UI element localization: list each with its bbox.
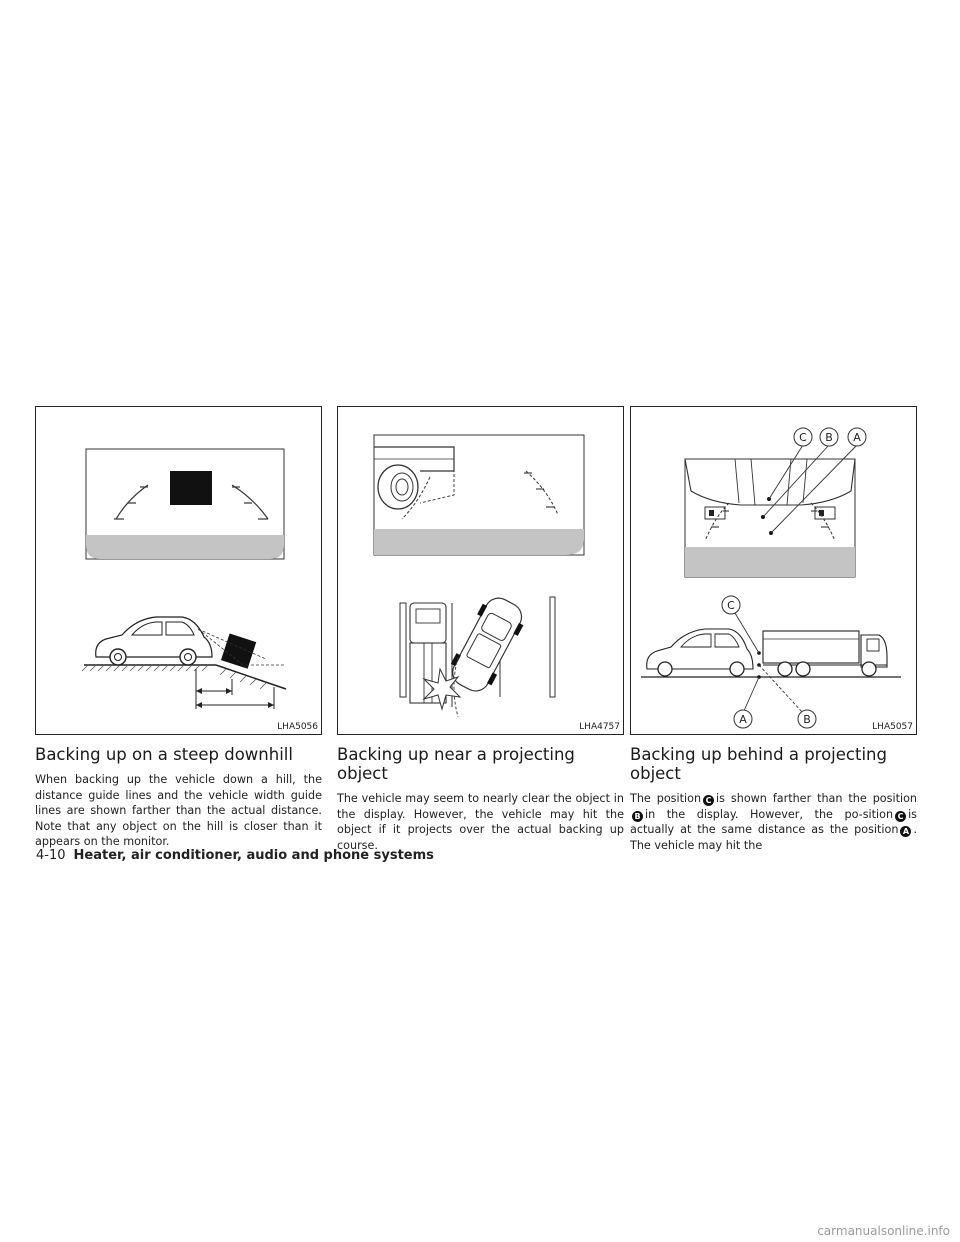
- figure-code: LHA5057: [872, 722, 913, 732]
- marker-c: C: [703, 795, 714, 806]
- section-behind-projecting-object: [630, 406, 917, 853]
- body-text-4: is actually at the same distance as the position: [630, 807, 917, 836]
- downhill-illustration: [36, 407, 321, 734]
- figure-projecting-object: [337, 406, 624, 735]
- figure-behind-projecting-object: [630, 406, 917, 735]
- section-title: Heater, air conditioner, audio and phone systems: [73, 848, 434, 863]
- label-b-side: B: [803, 713, 811, 726]
- projecting-object-illustration: [338, 407, 623, 734]
- section-body: When backing up the vehicle down a hill, the distance guide lines and the vehicle width guide lines are shown farther than the actual distance. Note that any object on the hill is closer than it appears on the monitor.: [35, 773, 322, 848]
- section-heading: Backing up near a projecting object: [337, 745, 575, 783]
- watermark: carmanualsonline.info: [817, 1224, 950, 1238]
- figure-code: LHA5056: [277, 722, 318, 732]
- label-b-top: B: [825, 431, 833, 444]
- body-text-2: is shown farther than the position: [716, 792, 918, 805]
- section-projecting-object: [337, 406, 624, 853]
- page-number: 4-10: [36, 848, 66, 863]
- label-a-top: A: [853, 431, 861, 444]
- figure-steep-downhill: [35, 406, 322, 735]
- body-text-3: in the display. However, the po-sition: [645, 807, 894, 821]
- figure-code: LHA4757: [579, 722, 620, 732]
- label-a-side: A: [739, 713, 747, 726]
- label-c-side: C: [727, 599, 735, 612]
- section-body: The vehicle may seem to nearly clear the object in the display. However, the vehicle may hit the object if it projects over the actual backing up course.: [337, 792, 624, 852]
- behind-projecting-object-illustration: [631, 407, 916, 734]
- marker-b: B: [632, 811, 643, 822]
- body-text-1: The position: [630, 792, 702, 805]
- label-c-top: C: [799, 431, 807, 444]
- section-heading: Backing up behind a projecting object: [630, 745, 887, 783]
- section-heading: Backing up on a steep downhill: [35, 745, 293, 764]
- body-text-5: . The vehicle may hit the: [630, 823, 917, 852]
- marker-a: A: [900, 826, 911, 837]
- section-steep-downhill: [35, 406, 322, 850]
- section-body: [630, 791, 917, 853]
- marker-c: C: [895, 811, 906, 822]
- page-footer: [36, 848, 434, 863]
